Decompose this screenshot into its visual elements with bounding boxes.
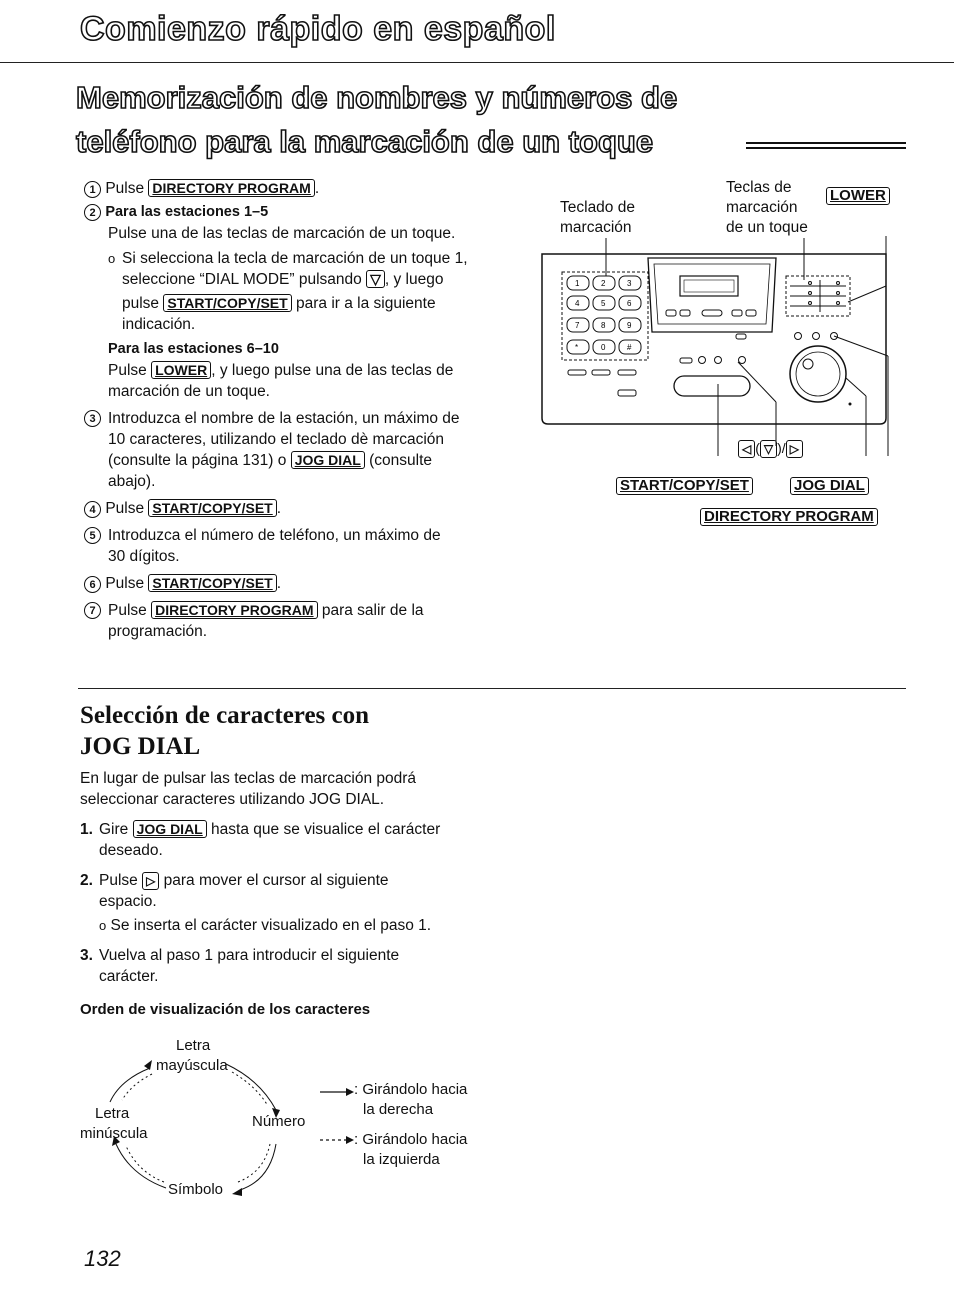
section-rule bbox=[78, 688, 906, 689]
cycle-label: Símbolo bbox=[168, 1181, 224, 1198]
step-text: para salir de la bbox=[321, 602, 424, 619]
key-9: 9 bbox=[627, 321, 632, 330]
step-text: hasta que se visualice el carácter bbox=[211, 821, 441, 838]
title-double-rule bbox=[746, 142, 906, 149]
step-1 bbox=[84, 178, 514, 199]
step-text: (consulte la página 131) o bbox=[108, 452, 287, 469]
step-text: marcación de un toque. bbox=[108, 383, 270, 400]
step-text: Pulse bbox=[108, 362, 147, 379]
step-text: Pulse bbox=[99, 872, 138, 889]
lower-key-label: LOWER bbox=[826, 187, 890, 205]
step-body: Pulse una de las teclas de marcación de un toque. bbox=[108, 225, 456, 242]
label-line: Teclas de bbox=[726, 179, 792, 196]
step-text: Pulse bbox=[105, 500, 145, 517]
step-text: . bbox=[276, 575, 282, 592]
key-6: 6 bbox=[627, 299, 632, 308]
label-line: de un toque bbox=[726, 219, 808, 236]
directory-program-key: DIRECTORY PROGRAM bbox=[151, 601, 317, 619]
cycle-label: Número bbox=[252, 1113, 306, 1130]
legend-line: : Girándolo hacia bbox=[354, 1131, 468, 1148]
step-text: (consulte bbox=[369, 452, 433, 469]
arc-dotted-upper-right bbox=[232, 1072, 268, 1106]
down-key: ▽ bbox=[366, 270, 385, 288]
step-text: abajo). bbox=[108, 473, 156, 490]
cycle-label: minúscula bbox=[80, 1125, 148, 1142]
page-title-line2: teléfono para la marcación de un toque bbox=[76, 124, 654, 159]
step-7 bbox=[84, 600, 514, 642]
cycle-label: Letra bbox=[176, 1037, 211, 1054]
step-number: 2 bbox=[84, 204, 101, 221]
page-number: 132 bbox=[84, 1246, 121, 1271]
section-heading bbox=[80, 700, 369, 762]
step-text: 10 caracteres, utilizando el teclado dè marcación bbox=[108, 431, 445, 448]
jog-dial-key: JOG DIAL bbox=[291, 451, 365, 469]
step-text: Gire bbox=[99, 821, 129, 838]
start-copy-set-key: START/COPY/SET bbox=[148, 499, 276, 517]
step-subheading: Para las estaciones 1–5 bbox=[105, 204, 269, 220]
start-copy-set-key: START/COPY/SET bbox=[148, 574, 276, 592]
step-text: , y luego pulse una de las teclas de bbox=[211, 362, 454, 379]
label-line: marcación bbox=[560, 219, 632, 236]
step-text: Introduzca el nombre de la estación, un máximo de bbox=[108, 410, 460, 427]
bullet-icon: o bbox=[99, 918, 107, 933]
right-arrow-icon: ▷ bbox=[786, 440, 803, 458]
order-heading: Orden de visualización de los caracteres bbox=[80, 1001, 371, 1018]
note-line: Si selecciona la tecla de marcación de un toque 1, bbox=[122, 250, 468, 267]
step-text: Pulse bbox=[105, 180, 145, 197]
step-subheading: Para las estaciones 6–10 bbox=[108, 341, 279, 357]
legend-line: la derecha bbox=[363, 1101, 434, 1118]
step-number: 1 bbox=[84, 181, 101, 198]
directory-program-key: DIRECTORY PROGRAM bbox=[148, 179, 314, 197]
jog-step-2 bbox=[80, 870, 510, 936]
step-text: deseado. bbox=[99, 842, 163, 859]
heading-line: JOG DIAL bbox=[80, 733, 201, 760]
key-1: 1 bbox=[575, 279, 580, 288]
lower-key: LOWER bbox=[151, 361, 211, 379]
intro-line: seleccionar caracteres utilizando JOG DIAL. bbox=[80, 791, 385, 808]
label-line: Teclado de bbox=[560, 199, 635, 216]
legend-line: la izquierda bbox=[363, 1151, 440, 1168]
arc-solid-lower-left bbox=[116, 1144, 166, 1188]
arrowhead-icon bbox=[232, 1188, 242, 1196]
step-text: para mover el cursor al siguiente bbox=[163, 872, 389, 889]
jog-step-1 bbox=[80, 819, 510, 861]
cycle-upper bbox=[176, 1036, 210, 1056]
key-4: 4 bbox=[575, 299, 580, 308]
jog-dial-label: JOG DIAL bbox=[790, 477, 869, 495]
left-arrow-icon: ◁ bbox=[738, 440, 755, 458]
keypad-keys bbox=[567, 276, 641, 354]
intro-line: En lugar de pulsar las teclas de marcación podrá bbox=[80, 770, 417, 787]
key-0: 0 bbox=[601, 343, 606, 352]
section2-body bbox=[80, 768, 510, 1020]
jog-dial-key: JOG DIAL bbox=[133, 820, 207, 838]
heading-line: Selección de caracteres con bbox=[80, 702, 370, 729]
step-number: 1. bbox=[80, 821, 93, 838]
right-arrow-key: ▷ bbox=[142, 872, 159, 890]
step-number: 5 bbox=[84, 527, 101, 544]
step-text: carácter. bbox=[99, 968, 159, 985]
page-title-line1: Memorización de nombres y números de bbox=[76, 80, 678, 115]
arrow-keys bbox=[738, 440, 803, 458]
legend-line: : Girándolo hacia bbox=[354, 1081, 468, 1098]
key-2: 2 bbox=[601, 279, 606, 288]
arc-solid-upper-left bbox=[110, 1068, 150, 1102]
step-text: . bbox=[314, 180, 320, 197]
paren-close-slash: )/ bbox=[777, 440, 786, 456]
step-text: Vuelva al paso 1 para introducir el siguiente bbox=[99, 947, 400, 964]
note-line: indicación. bbox=[122, 316, 196, 333]
jog-step-3 bbox=[80, 945, 510, 987]
steps-list bbox=[84, 178, 514, 642]
cycle-label: Letra bbox=[95, 1105, 130, 1122]
step-text: Pulse bbox=[108, 602, 147, 619]
note-line: pulse bbox=[122, 295, 160, 312]
step-text: Pulse bbox=[105, 575, 145, 592]
step-text: . bbox=[276, 500, 282, 517]
step-note bbox=[84, 248, 514, 335]
fax-machine-illustration bbox=[530, 236, 910, 456]
bullet-icon: o bbox=[108, 251, 116, 266]
arc-dotted-upper-left bbox=[122, 1074, 152, 1100]
key-hash: # bbox=[627, 343, 632, 352]
step-note: Se inserta el carácter visualizado en el paso 1. bbox=[110, 917, 432, 934]
step-text: espacio. bbox=[99, 893, 157, 910]
figure-label-keypad bbox=[560, 198, 635, 238]
step-number: 3 bbox=[84, 410, 101, 427]
down-arrow-icon: ▽ bbox=[760, 440, 777, 458]
step-6 bbox=[84, 573, 514, 594]
step-number: 3. bbox=[80, 947, 93, 964]
note-line: para ir a la siguiente bbox=[296, 295, 436, 312]
key-3: 3 bbox=[627, 279, 632, 288]
step-text: Introduzca el número de teléfono, un máximo de bbox=[108, 527, 441, 544]
step-4 bbox=[84, 498, 514, 519]
key-8: 8 bbox=[601, 321, 606, 330]
step-number: 7 bbox=[84, 602, 101, 619]
section-header: Comienzo rápido en español bbox=[80, 10, 556, 48]
note-line: , y luego bbox=[384, 271, 444, 288]
start-copy-set-label: START/COPY/SET bbox=[616, 477, 753, 495]
arc-dotted-lower-right bbox=[238, 1144, 270, 1182]
step-2 bbox=[84, 201, 514, 402]
figure-label-onetouch bbox=[726, 178, 808, 238]
arc-solid-upper-right bbox=[226, 1064, 276, 1110]
step-3 bbox=[84, 408, 514, 492]
arc-dotted-lower-left bbox=[126, 1146, 164, 1182]
paren-open: ( bbox=[755, 440, 760, 456]
start-copy-set-key: START/COPY/SET bbox=[163, 294, 291, 312]
cycle-label: mayúscula bbox=[156, 1057, 228, 1074]
legend-ccw bbox=[354, 1130, 467, 1170]
key-7: 7 bbox=[575, 321, 580, 330]
key-star: * bbox=[575, 343, 579, 352]
directory-program-label: DIRECTORY PROGRAM bbox=[700, 508, 878, 526]
step-5 bbox=[84, 525, 514, 567]
note-line: seleccione “DIAL MODE” pulsando bbox=[122, 271, 362, 288]
step-number: 2. bbox=[80, 872, 93, 889]
arc-solid-lower-right bbox=[240, 1144, 276, 1190]
legend-cw bbox=[354, 1080, 467, 1120]
arrowhead-icon bbox=[144, 1060, 152, 1070]
header-rule bbox=[0, 62, 954, 63]
step-number: 6 bbox=[84, 576, 101, 593]
step-text: programación. bbox=[108, 623, 208, 640]
step-number: 4 bbox=[84, 501, 101, 518]
label-line: marcación bbox=[726, 199, 798, 216]
key-5: 5 bbox=[601, 299, 606, 308]
step-text: 30 dígitos. bbox=[108, 548, 180, 565]
